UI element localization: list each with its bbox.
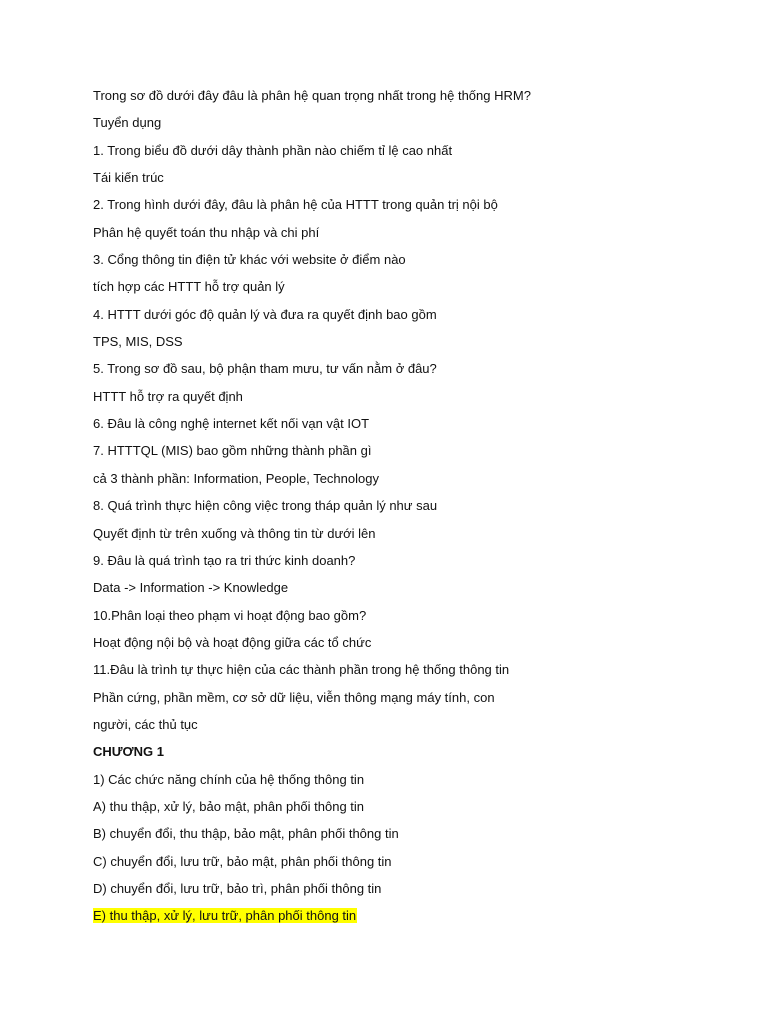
text-line: 2. Trong hình dưới đây, đâu là phân hệ của HTTT trong quản trị nội bộ bbox=[93, 197, 498, 213]
text-line: 4. HTTT dưới góc độ quản lý và đưa ra quyết định bao gồm bbox=[93, 306, 437, 322]
text-line: D) chuyển đổi, lưu trữ, bảo trì, phân phối thông tin bbox=[93, 880, 382, 896]
text-line: 7. HTTTQL (MIS) bao gồm những thành phần gì bbox=[93, 443, 372, 459]
text-line: 3. Cổng thông tin điện tử khác với website ở điểm nào bbox=[93, 252, 406, 268]
text-line: B) chuyển đổi, thu thập, bảo mật, phân phối thông tin bbox=[93, 826, 399, 842]
highlighted-text: E) thu thập, xử lý, lưu trữ, phân phối thông tin bbox=[93, 908, 357, 924]
text-line: Phân hệ quyết toán thu nhập và chi phí bbox=[93, 224, 320, 240]
section-heading: CHƯƠNG 1 bbox=[93, 744, 164, 760]
text-line: Data -> Information -> Knowledge bbox=[93, 580, 289, 596]
text-line: người, các thủ tục bbox=[93, 716, 198, 732]
document-body bbox=[93, 86, 713, 934]
text-line: cả 3 thành phần: Information, People, Technology bbox=[93, 470, 379, 486]
text-line: Tái kiến trúc bbox=[93, 170, 164, 186]
text-line: A) thu thập, xử lý, bảo mật, phân phối thông tin bbox=[93, 798, 365, 814]
text-line: 1. Trong biểu đồ dưới dây thành phần nào chiếm tỉ lệ cao nhất bbox=[93, 142, 453, 158]
text-line: 10.Phân loại theo phạm vi hoạt động bao gồm? bbox=[93, 607, 367, 623]
text-line: Phần cứng, phần mềm, cơ sở dữ liệu, viễn thông mạng máy tính, con bbox=[93, 689, 495, 705]
text-line: Quyết định từ trên xuống và thông tin từ dưới lên bbox=[93, 525, 376, 541]
text-line: TPS, MIS, DSS bbox=[93, 334, 183, 350]
text-line: 11.Đâu là trình tự thực hiện của các thành phần trong hệ thống thông tin bbox=[93, 662, 510, 678]
text-line: 1) Các chức năng chính của hệ thống thông tin bbox=[93, 771, 365, 787]
highlighted-answer-line bbox=[93, 906, 713, 933]
text-line: tích hợp các HTTT hỗ trợ quản lý bbox=[93, 279, 285, 295]
text-line: Tuyển dụng bbox=[93, 115, 162, 131]
text-line: C) chuyển đổi, lưu trữ, bảo mật, phân phối thông tin bbox=[93, 853, 392, 869]
text-line: 8. Quá trình thực hiện công việc trong tháp quản lý như sau bbox=[93, 498, 438, 514]
text-line: Trong sơ đồ dưới đây đâu là phân hệ quan trọng nhất trong hệ thống HRM? bbox=[93, 88, 531, 103]
text-line: Hoạt động nội bộ và hoạt động giữa các tổ chức bbox=[93, 634, 372, 650]
text-line: 9. Đâu là quá trình tạo ra tri thức kinh doanh? bbox=[93, 552, 356, 568]
text-line: 6. Đâu là công nghệ internet kết nối vạn vật IOT bbox=[93, 416, 370, 432]
text-line: HTTT hỗ trợ ra quyết định bbox=[93, 388, 243, 404]
text-line: 5. Trong sơ đồ sau, bộ phận tham mưu, tư vấn nằm ở đâu? bbox=[93, 361, 437, 377]
